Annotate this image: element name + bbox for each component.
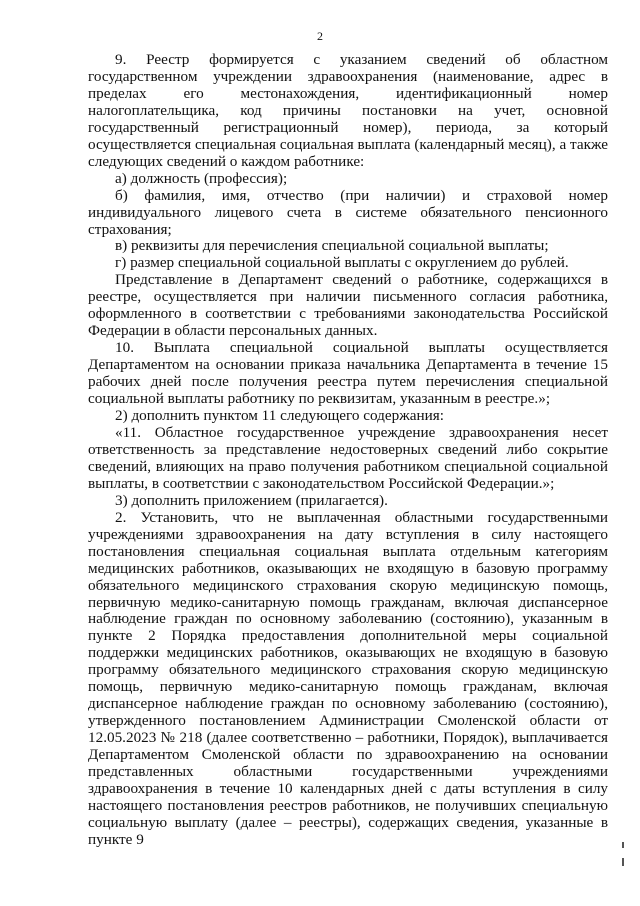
paragraph-registry-contents: 9. Реестр формируется с указанием сведений об областном государственном учреждении здравоохранения (наименование, адрес в пределах его местонахождения, идентификационный номер налогоплательщика, код причины постановки на учет, основной государственный регистрационный номер), периода, за который осуществляется специальная социальная выплата (календарный месяц), а также следующих сведений о каждом работнике: <box>88 51 608 170</box>
list-item-c: в) реквизиты для перечисления специальной социальной выплаты; <box>115 237 549 255</box>
paragraph-section-2: 2. Установить, что не выплаченная областными государственными учреждениями здравоохранения на дату вступления в силу настоящего постановления специальная социальная выплата отдельным категориям медицинских работников, оказывающих не входящую в базовую программу обязательного медицинского страхования скорую медицинскую помощь, первичную медико-санитарную помощь гражданам, включая диспансерное наблюдение граждан по основному заболеванию (состоянию), указанным в пункте 2 Порядка предоставления дополнительной меры социальной поддержки медицинских работников, оказывающих не входящую в базовую программу обязательного медицинского страхования скорую медицинскую помощь, первичную медико-санитарную помощь гражданам, включая диспансерное наблюдение граждан по основному заболеванию (состоянию), утвержденного постановлением Администрации Смоленской области от 12.05.2023 № 218 (далее соответственно – работники, Порядок), выплачивается Департаментом Смоленской области по здравоохранению на основании представленных областными государственными учреждениями здравоохранения в течение 10 календарных дней с даты вступления в силу настоящего постановления реестров работников, не получивших специальную социальную выплату (далее – реестры), содержащих сведения, указанные в пункте 9 <box>88 508 608 848</box>
scan-margin-mark <box>622 858 624 866</box>
page-number: 2 <box>317 29 323 43</box>
list-item-d: г) размер специальной социальной выплаты с округлением до рублей. <box>115 254 569 272</box>
list-item-a: а) должность (профессия); <box>115 169 288 187</box>
paragraph-add-appendix: 3) дополнить приложением (прилагается). <box>115 491 388 509</box>
scan-margin-mark <box>622 842 624 848</box>
document-body <box>88 52 608 849</box>
paragraph-point-11: «11. Областное государственное учреждение здравоохранения несет ответственность за представление недостоверных сведений либо сокрытие сведений, влияющих на право получения работником специальной социальной выплаты, в соответствии с законодательством Российской Федерации.»; <box>88 423 608 492</box>
list-item-b: б) фамилия, имя, отчество (при наличии) и страховой номер индивидуального лицевого счета в системе обязательного пенсионного страхования; <box>88 186 608 238</box>
paragraph-consent: Представление в Департамент сведений о работнике, содержащихся в реестре, осуществляется при наличии письменного согласия работника, оформленного в соответствии с требованиями законодательства Российской Федерации в области персональных данных. <box>88 271 608 340</box>
paragraph-add-point-11: 2) дополнить пунктом 11 следующего содержания: <box>115 407 444 425</box>
paragraph-point-10: 10. Выплата специальной социальной выплаты осуществляется Департаментом на основании приказа начальника Департамента в течение 15 рабочих дней после получения реестра путем перечисления специальной социальной выплаты работнику по реквизитам, указанным в реестре.»; <box>88 339 608 408</box>
